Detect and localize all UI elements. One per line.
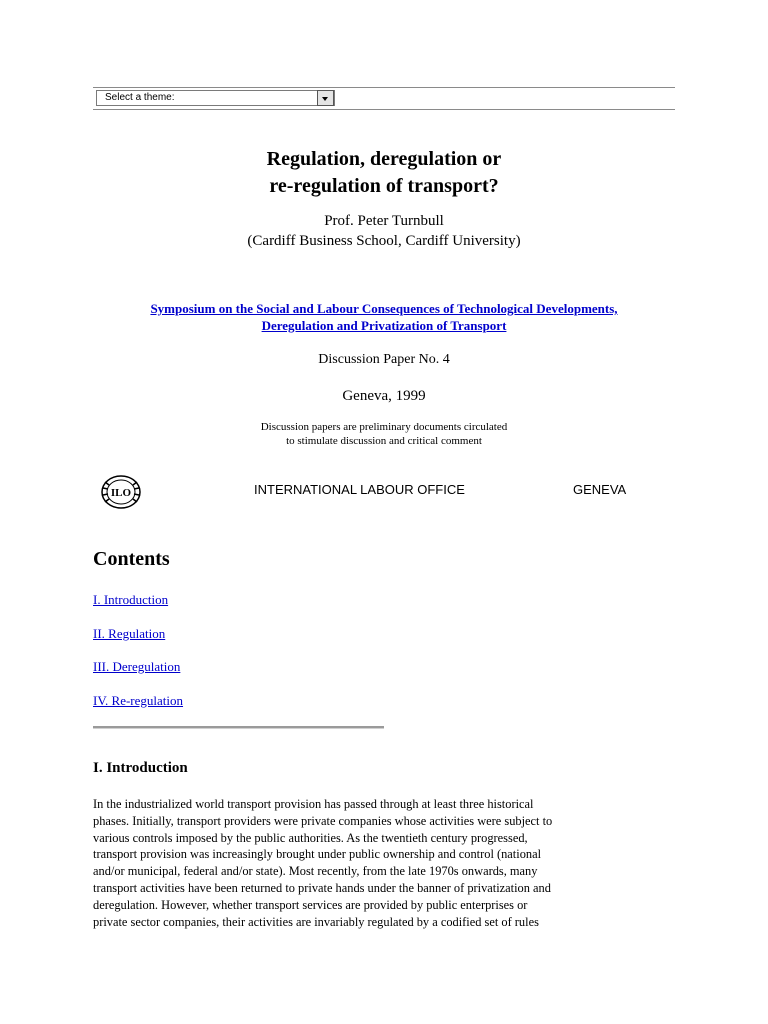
toc-link-introduction[interactable]: I. Introduction xyxy=(93,592,169,607)
body-line: In the industrialized world transport provision has passed through at least three historical xyxy=(93,797,534,811)
body-line: transport activities have been returned to private hands under the banner of privatization and xyxy=(93,880,551,895)
contents-heading: Contents xyxy=(93,548,170,570)
document-title xyxy=(0,146,768,200)
theme-bar xyxy=(93,87,675,110)
theme-select[interactable]: Select a theme: xyxy=(96,90,241,106)
paper-number: Discussion Paper No. 4 xyxy=(318,352,450,367)
theme-select-body[interactable] xyxy=(241,90,317,106)
disclaimer-line1: Discussion papers are preliminary documents circulated xyxy=(260,421,508,433)
ilo-emblem-icon xyxy=(100,474,142,510)
author-affiliation: (Cardiff Business School, Cardiff University) xyxy=(247,233,521,249)
body-line: various controls imposed by the public authorities. As the twentieth century progressed, xyxy=(93,830,528,845)
publisher-row xyxy=(0,474,768,510)
theme-bar-bottom-rule xyxy=(93,109,675,110)
toc-link-reregulation[interactable]: IV. Re-regulation xyxy=(93,693,184,708)
section-divider xyxy=(93,726,384,729)
place-date: Geneva, 1999 xyxy=(342,388,426,404)
symposium-link-line2[interactable]: Deregulation and Privatization of Transport xyxy=(261,318,507,333)
body-line: transport provision was increasingly brought under public ownership and control (national xyxy=(93,847,542,862)
document-title-line1: Regulation, deregulation or xyxy=(266,148,502,170)
body-line: phases. Initially, transport providers were private companies whose activities were subject to xyxy=(93,813,553,828)
symposium-link-block xyxy=(0,300,768,334)
author-block xyxy=(0,211,768,251)
document-title-line2: re-regulation of transport? xyxy=(269,175,499,197)
disclaimer-note xyxy=(0,420,768,448)
body-line: and/or municipal, federal and/or state). Most recently, from the late 1970s onwards, many xyxy=(93,864,538,879)
publisher-name: INTERNATIONAL LABOUR OFFICE xyxy=(254,482,465,497)
chevron-down-icon[interactable] xyxy=(317,90,334,106)
body-line: deregulation. However, whether transport services are provided by public enterprises or xyxy=(93,897,528,912)
author-name: Prof. Peter Turnbull xyxy=(324,213,444,229)
theme-bar-top-rule xyxy=(93,87,675,88)
toc-link-deregulation[interactable]: III. Deregulation xyxy=(93,659,181,674)
body-line: private sector companies, their activities are invariably regulated by a codified set of rules xyxy=(93,914,539,929)
symposium-link-line1[interactable]: Symposium on the Social and Labour Consequences of Technological Developments, xyxy=(150,301,618,316)
symposium-link[interactable] xyxy=(150,301,617,333)
toc-link-regulation[interactable]: II. Regulation xyxy=(93,626,166,641)
theme-bar-divider xyxy=(334,90,335,106)
section-body xyxy=(93,796,678,930)
publisher-city: GENEVA xyxy=(573,482,627,497)
svg-text:ILO: ILO xyxy=(110,487,132,499)
section-heading: I. Introduction xyxy=(93,760,188,776)
disclaimer-line2: to stimulate discussion and critical comment xyxy=(286,435,482,447)
